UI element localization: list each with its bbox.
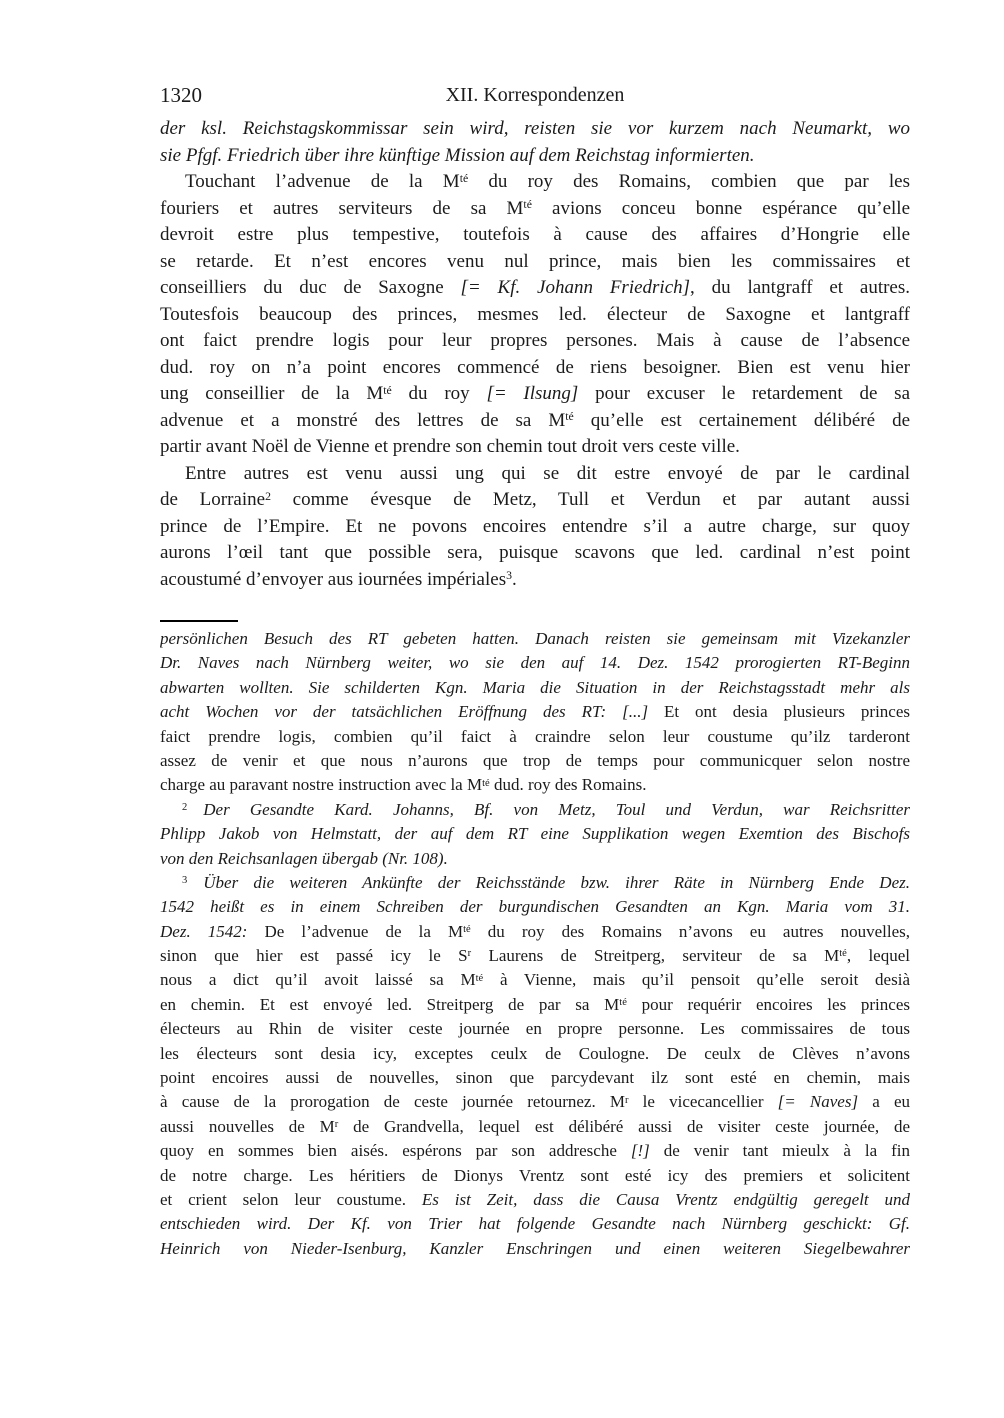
text-segment: von den Reichsanlagen übergab (Nr. 108). xyxy=(160,848,448,868)
text-segment: . xyxy=(512,568,517,590)
text-segment: Entre autres est venu aussi ung qui se dit estre envoyé de par le cardinal xyxy=(185,462,910,484)
text-segment: comme évesque de Metz, Tull et Verdun et par autant aussi xyxy=(270,489,910,510)
text-segment: point encoires aussi de nouvelles, sinon que parcydevant ilz sont esté en chemin, mais xyxy=(160,1068,910,1088)
text-segment: aurons l’œil tant que possible sera, puisque scavons que led. cardinal n’est point xyxy=(160,542,910,563)
text-segment: Laurens de Streitperg, serviteur de sa M xyxy=(471,946,840,966)
text-line xyxy=(160,944,910,968)
text-line xyxy=(160,773,910,797)
text-line xyxy=(160,143,910,170)
text-segment: acht Wochen vor der tatsächlichen Eröffnung des RT: [...] xyxy=(160,702,665,722)
page-header xyxy=(160,82,910,108)
text-line xyxy=(160,871,910,895)
text-line xyxy=(160,1017,910,1041)
text-line xyxy=(160,968,910,992)
text-segment: r xyxy=(625,1094,629,1106)
text-segment: té xyxy=(619,997,627,1009)
text-segment: , du lantgraff et autres. xyxy=(690,277,910,298)
text-segment: charge au paravant nostre instruction avec la M xyxy=(160,775,483,795)
text-segment: partir avant Noël de Vienne et prendre son chemin tout droit vers ceste ville. xyxy=(160,436,740,457)
text-segment: du roy xyxy=(391,383,487,404)
text-line xyxy=(160,1066,910,1090)
text-segment: de notre charge. Les héritiers de Dionys Vrentz sont esté icy des premiers et solicitent xyxy=(160,1165,910,1185)
text-line xyxy=(160,676,910,700)
text-segment: a eu xyxy=(858,1092,910,1112)
text-line xyxy=(160,514,910,541)
text-segment: sie Pfgf. Friedrich über ihre künftige Mission auf dem Reichstag informierten. xyxy=(160,144,755,166)
text-segment: les électeurs sont desia icy, exceptes ceulx de Coulogne. De ceulx de Clèves n’avons xyxy=(160,1043,910,1063)
text-line xyxy=(160,1188,910,1212)
running-title: XII. Korrespondenzen xyxy=(445,84,625,106)
text-line xyxy=(160,222,910,249)
text-line xyxy=(160,627,910,651)
footnote-marker: 2 xyxy=(182,802,188,813)
text-line xyxy=(160,567,910,594)
text-line xyxy=(160,381,910,408)
text-segment: nous a dict qu’il avoit laissé sa M xyxy=(160,970,476,990)
text-segment: à cause de la prorogation de ceste journée retournez. M xyxy=(160,1092,625,1112)
footnote-separator xyxy=(160,620,238,622)
text-segment: Dr. Naves nach Nürnberg weiter, wo sie den auf 14. Dez. 1542 prorogierten RT-Beginn xyxy=(160,653,910,673)
text-segment: té xyxy=(565,410,574,424)
text-segment: Der Gesandte Kard. Johanns, Bf. von Metz, Toul und Verdun, war Reichsritter xyxy=(203,799,910,819)
text-segment: abwarten wollten. Sie schilderten Kgn. Maria die Situation in der Reichstagsstadt mehr als xyxy=(160,677,910,697)
text-segment: té xyxy=(463,923,471,935)
text-line xyxy=(160,169,910,196)
text-line xyxy=(160,725,910,749)
text-segment: [!] xyxy=(630,1141,650,1161)
text-line xyxy=(160,434,910,461)
text-segment: conseilliers du duc de Saxogne xyxy=(160,277,461,298)
text-segment: , lequel xyxy=(846,946,910,966)
text-segment: De l’advenue de la M xyxy=(264,921,464,941)
text-segment: et crient selon leur coustume. xyxy=(160,1189,422,1209)
text-segment: quoy en sommes bien aisés. espérons par son addresche xyxy=(160,1141,631,1161)
text-segment: prince de l’Empire. Et ne povons encoires entendre s’il a autre charge, sur quoy xyxy=(160,515,910,537)
text-segment: Heinrich von Nieder-Isenburg, Kanzler Enschringen und einen weiteren Siegelbewahrer xyxy=(160,1238,910,1258)
text-line xyxy=(160,116,910,143)
text-segment: 2 xyxy=(265,489,271,503)
text-segment: sinon que hier est passé icy le S xyxy=(160,946,468,966)
text-line xyxy=(160,798,910,822)
text-segment: [= Ilsung] xyxy=(486,383,579,404)
text-segment: pour excuser le retardement de sa xyxy=(578,383,910,404)
text-segment: qu’elle est certainement délibéré de xyxy=(573,409,910,431)
text-segment: de Lorraine xyxy=(160,489,266,510)
text-line xyxy=(160,1115,910,1139)
page-number: 1320 xyxy=(160,83,202,107)
text-segment: devroit estre plus tempestive, toutefois à cause des affaires d’Hongrie elle xyxy=(160,224,910,245)
text-line xyxy=(160,920,910,944)
text-segment: du roy des Romains n’avons eu autres nouvelles, xyxy=(470,921,910,941)
text-segment: le vicecancellier xyxy=(628,1092,778,1112)
text-segment: 3 xyxy=(506,569,512,583)
text-line xyxy=(160,196,910,223)
text-line xyxy=(160,700,910,724)
text-segment: 1542 heißt es in einem Schreiben der burgundischen Gesandten an Kgn. Maria vom 31. xyxy=(160,897,910,917)
text-segment: dud. roy des Romains. xyxy=(489,775,647,795)
text-line xyxy=(160,993,910,1017)
text-segment: aussi nouvelles de M xyxy=(160,1116,335,1136)
text-segment: Toutesfois beaucoup des princes, mesmes led. électeur de Saxogne et lantgraff xyxy=(160,303,910,325)
text-segment: Dez. 1542: xyxy=(160,921,265,941)
text-line xyxy=(160,1042,910,1066)
text-line xyxy=(160,1164,910,1188)
text-segment: en chemin. Et est envoyé led. Streitperg de par sa M xyxy=(160,994,620,1014)
text-segment: ont faict prendre logis pour leur propres persones. Mais à cause de l’absence xyxy=(160,330,910,351)
text-line xyxy=(160,1139,910,1163)
text-segment: de venir tant mieulx à la fin xyxy=(649,1141,910,1161)
text-segment: assez de venir et que nous n’aurons que trop de temps pour communicquer selon nostre xyxy=(160,750,910,770)
text-segment: Phlipp Jakob von Helmstatt, der auf dem RT eine Supplikation wegen Exemtion des Bischofs xyxy=(160,824,910,844)
text-line xyxy=(160,302,910,329)
text-line xyxy=(160,1090,910,1114)
text-line xyxy=(160,487,910,514)
text-segment: advenue et a monstré des lettres de sa M xyxy=(160,409,566,431)
text-segment: à Vienne, mais qu’il pensoit qu’elle seroit desià xyxy=(483,970,910,990)
footnote-block xyxy=(160,627,910,1261)
text-segment: té xyxy=(459,171,469,185)
text-segment: faict prendre logis, combien qu’il faict à craindre selon leur coustume qu’ilz tarderont xyxy=(160,726,910,746)
text-segment: té xyxy=(383,383,392,397)
text-segment: [= Naves] xyxy=(777,1092,859,1112)
text-segment: Es ist Zeit, dass die Causa Vrentz endgültig geregelt und xyxy=(421,1189,910,1209)
text-line xyxy=(160,847,910,871)
text-segment: ung conseillier de la M xyxy=(160,383,384,404)
text-segment: [= Kf. Johann Friedrich] xyxy=(460,277,691,298)
text-line xyxy=(160,749,910,773)
footnote-marker: 3 xyxy=(182,875,188,887)
text-line xyxy=(160,540,910,567)
main-text-block xyxy=(160,116,910,593)
text-segment: persönlichen Besuch des RT gebeten hatten. Danach reisten sie gemeinsam mit Vizekanzler xyxy=(160,629,910,648)
text-segment: de Grandvella, lequel est délibéré aussi de visiter ceste journée, de xyxy=(338,1116,910,1136)
text-segment: der ksl. Reichstagskommissar sein wird, reisten sie vor kurzem nach Neumarkt, wo xyxy=(160,118,910,139)
text-line xyxy=(160,249,910,276)
text-line xyxy=(160,1237,910,1261)
text-segment: avions conceu bonne espérance qu’elle xyxy=(531,197,910,219)
text-segment: entschieden wird. Der Kf. von Trier hat folgende Gesandte nach Nürnberg geschickt: Gf. xyxy=(160,1214,910,1234)
text-line xyxy=(160,355,910,382)
text-segment: té xyxy=(475,972,484,984)
text-segment: té xyxy=(839,948,847,960)
text-segment: électeurs au Rhin de visiter ceste journée en propre personne. Les commissaires de tous xyxy=(160,1019,910,1039)
text-segment: r xyxy=(334,1119,339,1131)
text-segment: fouriers et autres serviteurs de sa M xyxy=(160,197,524,219)
text-line xyxy=(160,328,910,355)
text-line xyxy=(160,461,910,488)
text-segment: r xyxy=(467,948,472,960)
text-segment: Touchant l’advenue de la M xyxy=(185,171,460,192)
text-segment: dud. roy on n’a point encores commencé de riens besoigner. Bien est venu hier xyxy=(160,356,910,378)
text-segment: Et ont desia plusieurs princes xyxy=(664,702,910,722)
text-line xyxy=(160,822,910,846)
text-segment: té xyxy=(482,777,490,789)
text-line xyxy=(160,895,910,919)
text-line xyxy=(160,1212,910,1236)
text-segment: acoustumé d’envoyer aus iournées impériales xyxy=(160,568,507,590)
text-segment: du roy des Romains, combien que par les xyxy=(468,171,910,192)
text-line xyxy=(160,275,910,302)
text-segment: pour requérir encoires les princes xyxy=(626,994,910,1014)
text-segment: se retarde. Et n’est encores venu nul prince, mais bien les commissaires et xyxy=(160,250,910,272)
text-segment: Über die weiteren Ankünfte der Reichsstände bzw. ihrer Räte in Nürnberg Ende Dez. xyxy=(203,872,910,892)
text-line xyxy=(160,651,910,675)
text-line xyxy=(160,408,910,435)
text-segment: té xyxy=(523,198,532,212)
